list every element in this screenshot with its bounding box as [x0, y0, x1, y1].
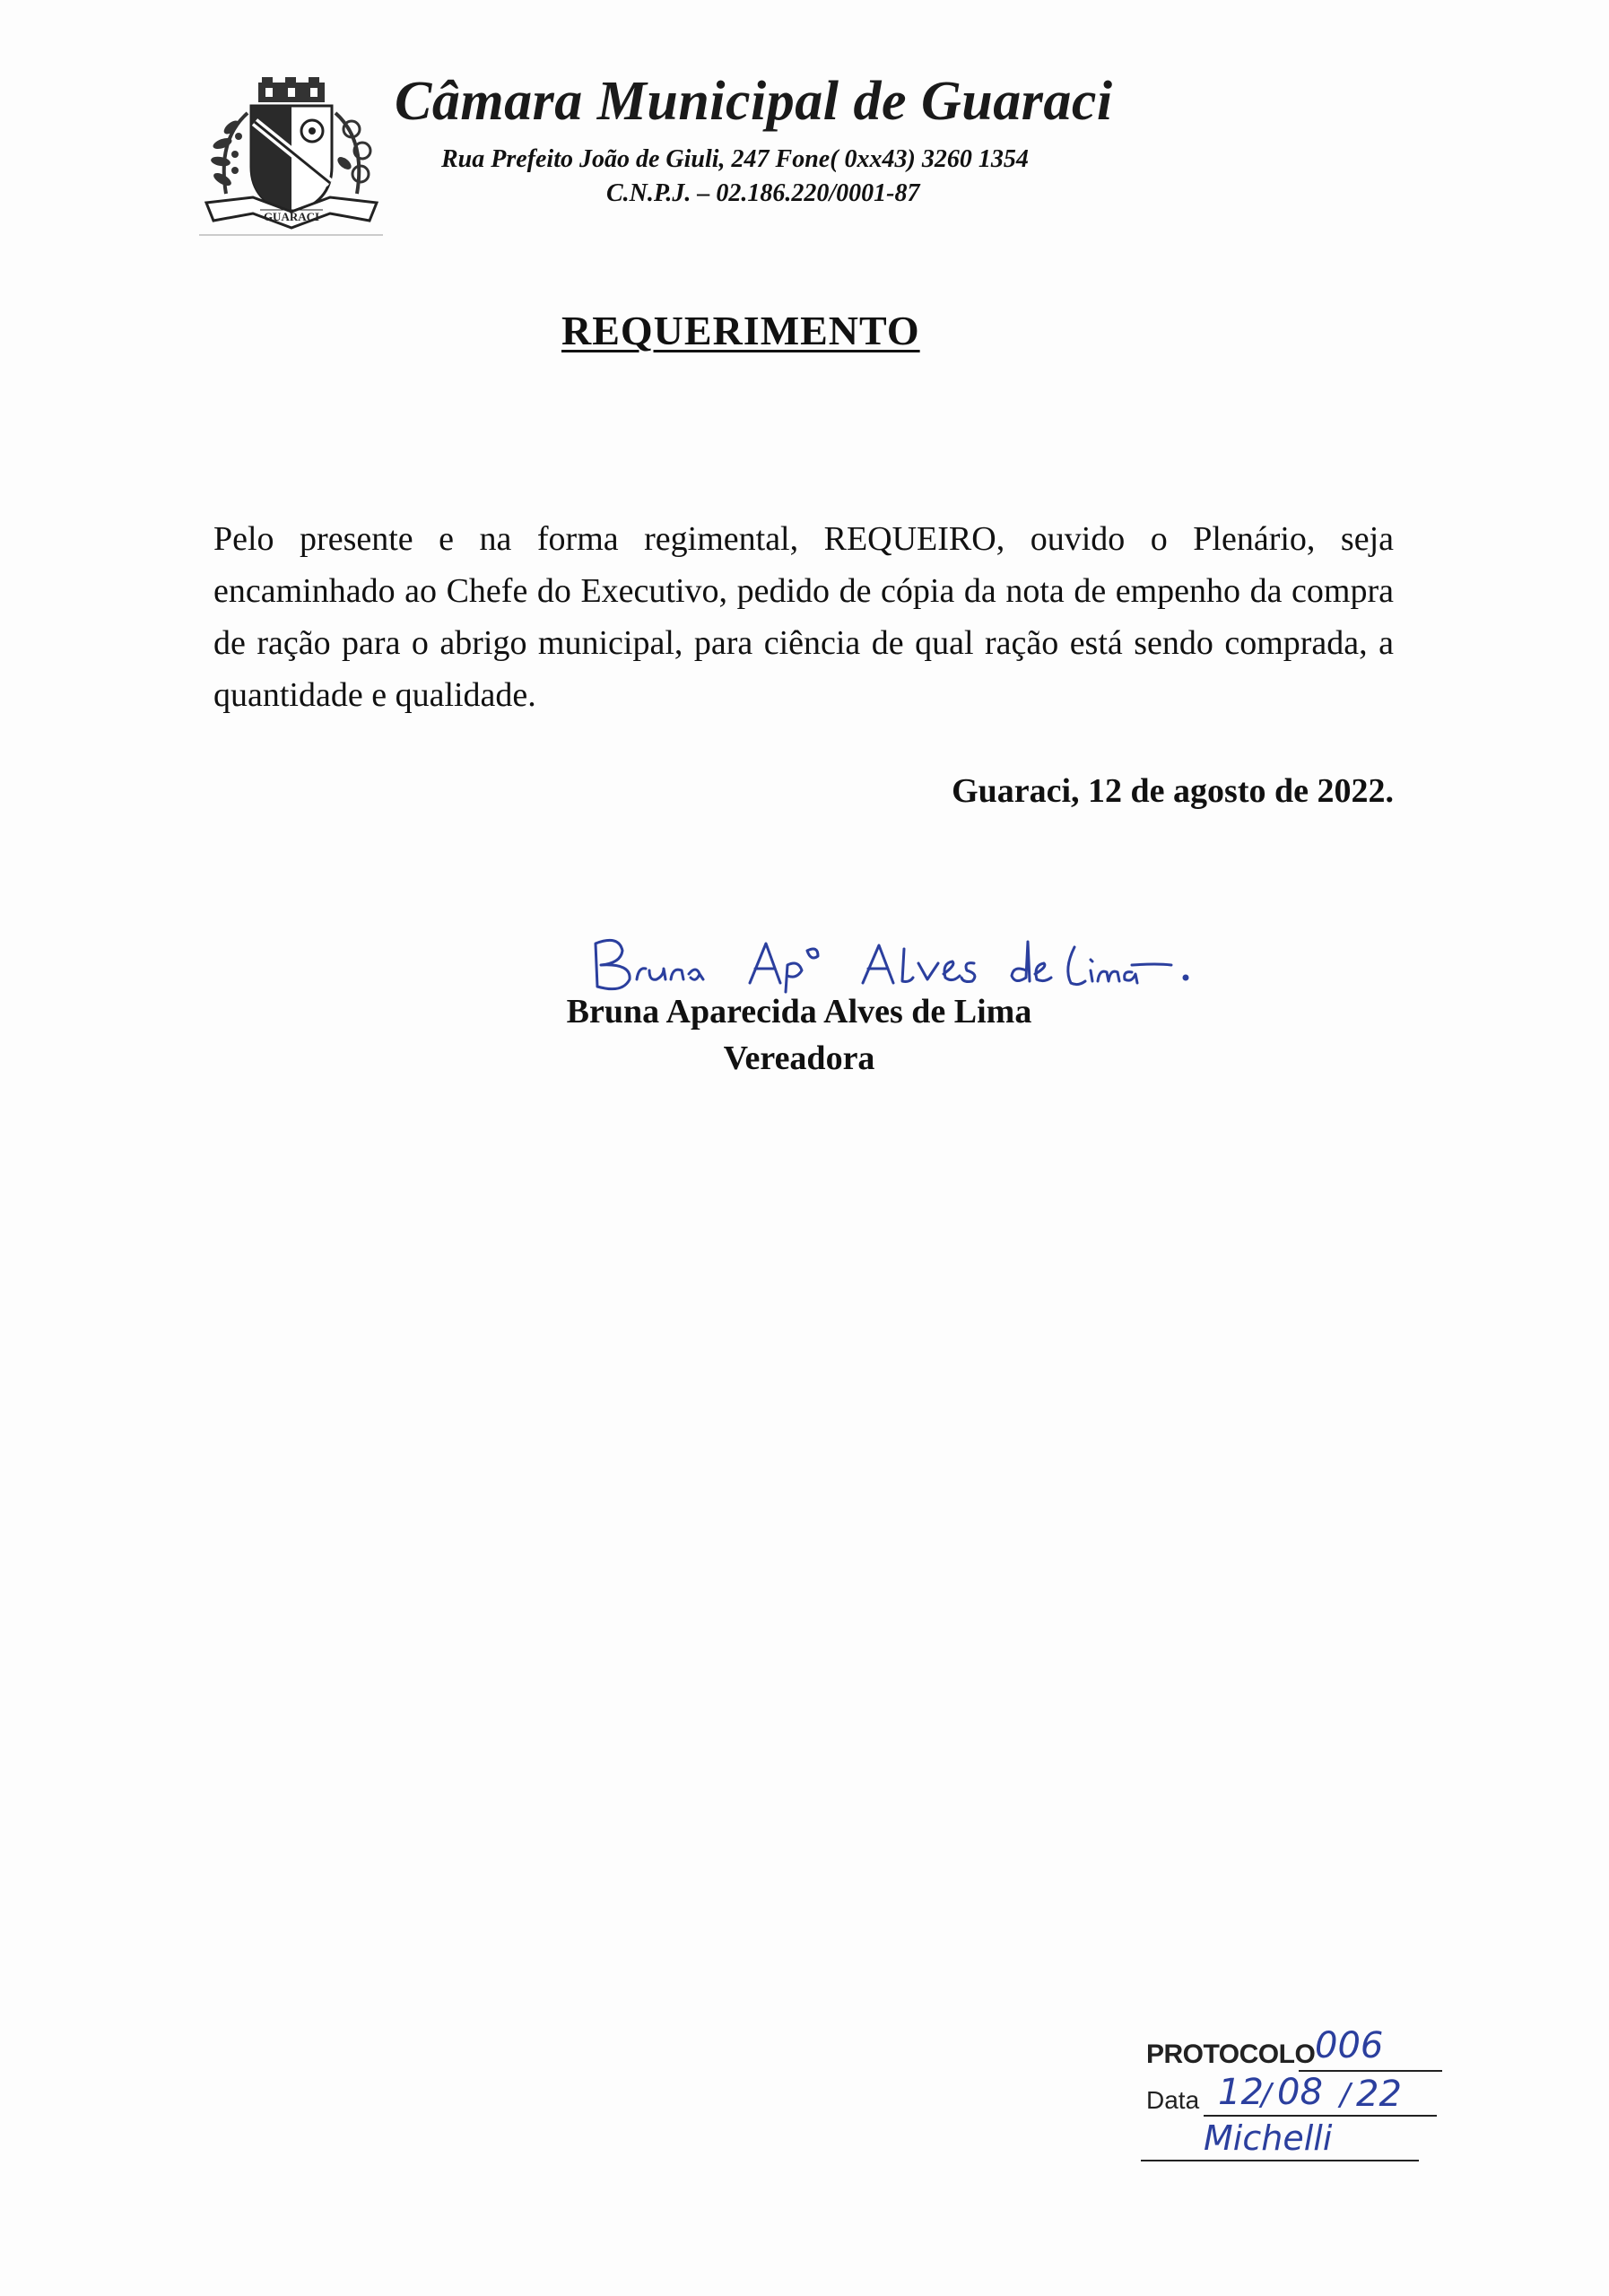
place-date-line: Guaraci, 12 de agosto de 2022.: [952, 772, 1394, 810]
date-label: Data: [1146, 2086, 1200, 2114]
organization-address: Rua Prefeito João de Giuli, 247 Fone( 0xx43) 3260 1354: [441, 145, 1029, 173]
stamp-date-separator: /: [1261, 2077, 1272, 2113]
protocol-label: PROTOCOLO: [1146, 2039, 1316, 2069]
stamp-month: 08: [1277, 2072, 1323, 2113]
signer-name: Bruna Aparecida Alves de Lima: [566, 993, 1032, 1031]
stamp-year: 22: [1356, 2074, 1402, 2115]
municipal-crest-icon: [199, 77, 383, 239]
stamp-date-separator: /: [1340, 2077, 1351, 2113]
letterhead: [395, 70, 1202, 207]
signer-role: Vereadora: [723, 1039, 875, 1077]
stamp-initials: Michelli: [1204, 2118, 1333, 2158]
initials-line: [1141, 2160, 1419, 2161]
stamp-day: 12: [1218, 2072, 1264, 2113]
date-line-underline: [1204, 2115, 1437, 2117]
protocol-number: 006: [1315, 2025, 1384, 2066]
organization-cnpj: C.N.P.J. – 02.186.220/0001-87: [606, 179, 920, 207]
document-title: REQUERIMENTO: [561, 308, 920, 353]
protocol-stamp: [1137, 2025, 1451, 2172]
organization-name: Câmara Municipal de Guaraci: [395, 71, 1113, 132]
crest-banner-text: GUARACI: [263, 210, 320, 223]
request-body-paragraph: Pelo presente e na forma regimental, REQUEIRO, ouvido o Plenário, seja encaminhado ao Chefe do Executivo, pedido de cópia da nota de empenho da compra de ração para o abrigo municipal, para ciência de qual ração está sendo comprada, a quantidade e qualidade.: [213, 520, 1394, 714]
